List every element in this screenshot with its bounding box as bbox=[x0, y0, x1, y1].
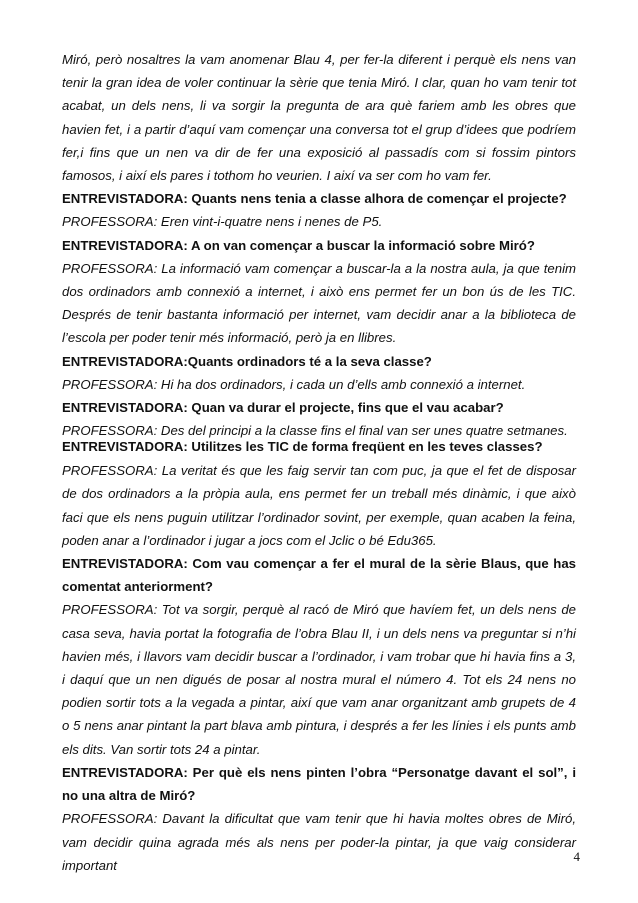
document-body bbox=[62, 48, 576, 877]
interview-question: ENTREVISTADORA: Per què els nens pinten l’obra “Personatge davant el sol”, i no una altra de Miró? bbox=[62, 764, 576, 804]
answer-paragraph: PROFESSORA: Tot va sorgir, perquè al racó de Miró que havíem fet, un dels nens de casa seva, havia portat la fotografia de l’obra Blau II, i un dels nens va preguntar si n’hi havien més, i llavors vam decidir buscar a l’ordinador, i vam trobar que hi havia fins a 3, i daquí que un nen digués de posar al nostra mural el número 4. Tot els 24 nens no podien sortir tots a la vegada a pintar, així que vam anar organitzant amb grupets de 4 o 5 nens anar pintant la part blava amb pintura, i després a fer les línies i els punts amb els dits. Van sortir tots 24 a pintar. bbox=[62, 602, 576, 757]
interview-question: ENTREVISTADORA: Quan va durar el projecte, fins que el vau acabar? bbox=[62, 400, 504, 416]
answer-paragraph: Miró, però nosaltres la vam anomenar Blau 4, per fer-la diferent i perquè els nens van tenir la gran idea de voler continuar la sèrie que tenia Miró. I clar, quan ho vam tenir tot acabat, un dels nens, li va sorgir la pregunta de ara què fariem amb les obres que havien fet, i a partir d’aquí vam començar una conversa tot el grup d’idees que podríem fer,i fins que un nen va dir de fer una exposició al passadís com si fossim pintors famosos, i així els pares i tothom ho veurien. I així va ser com ho vam fer. bbox=[62, 52, 576, 184]
page-number: 4 bbox=[573, 849, 580, 864]
answer-paragraph: PROFESSORA: Des del principi a la classe fins el final van ser unes quatre setmanes. bbox=[62, 423, 568, 439]
interview-question: ENTREVISTADORA: A on van començar a buscar la informació sobre Miró? bbox=[62, 237, 535, 253]
interview-question: ENTREVISTADORA: Quants nens tenia a classe alhora de començar el projecte? bbox=[62, 191, 567, 207]
answer-paragraph: PROFESSORA: Eren vint-i-quatre nens i nenes de P5. bbox=[62, 214, 383, 230]
answer-paragraph: PROFESSORA: La veritat és que les faig servir tan com puc, ja que el fet de disposar de dos ordinadors a la pròpia aula, ens permet fer un treball més dinàmic, i que això faci que els nens puguin utilitzar l’ordinador sovint, per exemple, quan acaben la feina, poden anar a l’ordinador i jugar a jocs com el Jclic o bé Edu365. bbox=[62, 463, 576, 548]
interview-question: ENTREVISTADORA:Quants ordinadors té a la seva classe? bbox=[62, 353, 432, 369]
interview-question: ENTREVISTADORA: Com vau començar a fer el mural de la sèrie Blaus, que has comentat anteriorment? bbox=[62, 556, 576, 595]
answer-paragraph: PROFESSORA: Davant la dificultat que vam tenir que hi havia moltes obres de Miró, vam decidir quina agrada més als nens per poder-la pintar, ja que vaig considerar important bbox=[62, 811, 576, 873]
interview-question: ENTREVISTADORA: Utilitzes les TIC de forma freqüent en les teves classes? bbox=[62, 439, 543, 455]
answer-paragraph: PROFESSORA: Hi ha dos ordinadors, i cada un d’ells amb connexió a internet. bbox=[62, 376, 526, 392]
answer-paragraph: PROFESSORA: La informació vam començar a buscar-la a la nostra aula, ja que tenim dos ordinadors amb connexió a internet, i això ens permet fer un bon ús de les TIC. Després de tenir bastanta informació per internet, vam decidir anar a la biblioteca de l’escola per poder tenir més informació, però ja en llibres. bbox=[62, 260, 576, 346]
